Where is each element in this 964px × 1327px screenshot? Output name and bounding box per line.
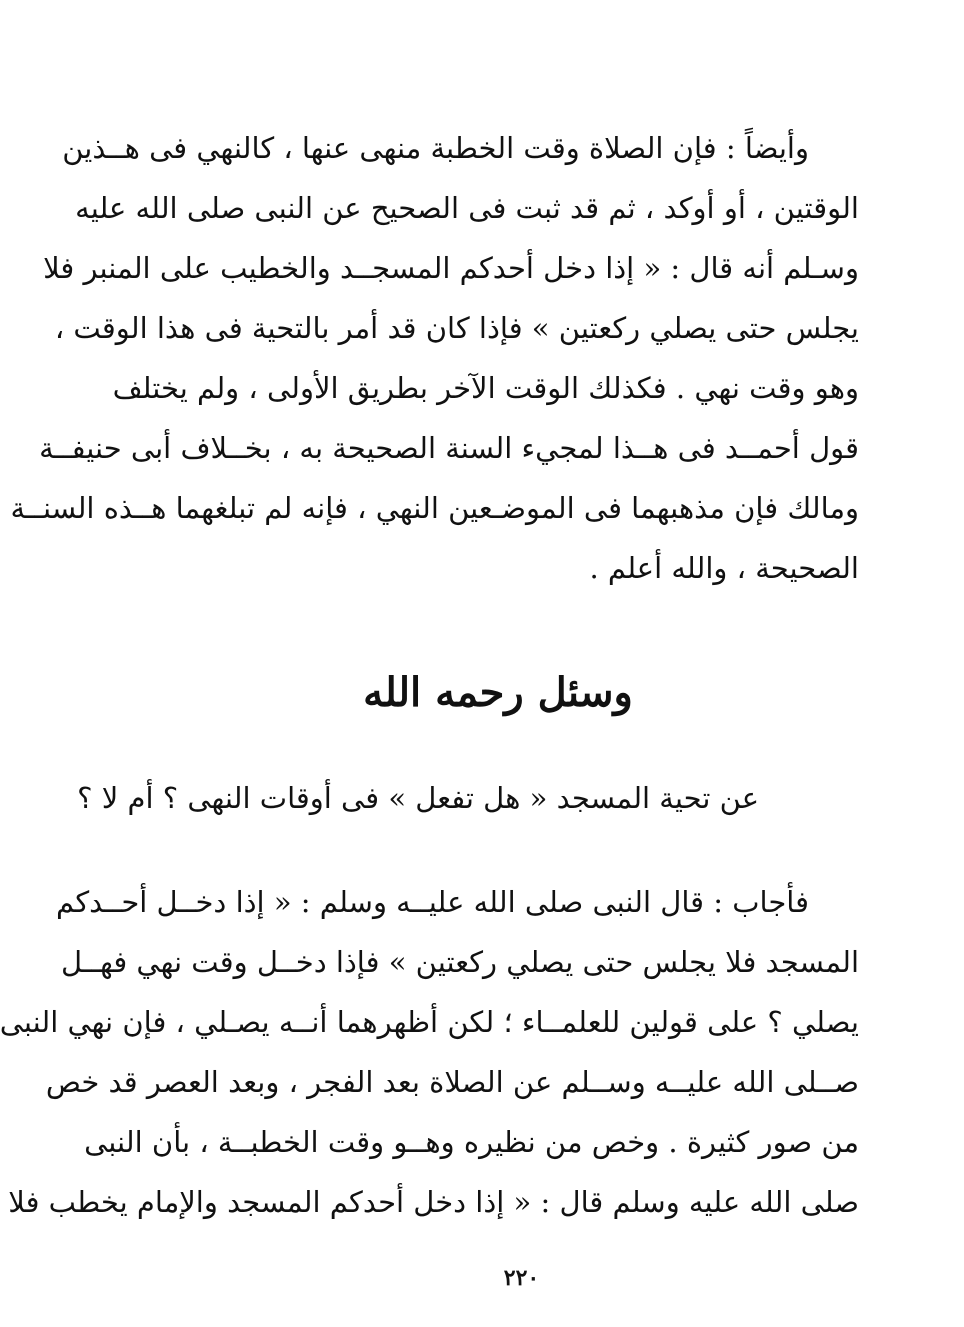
section-heading: وسئل رحمه الله — [363, 669, 633, 716]
text-line: الصحيحة ، والله أعلم . — [589, 551, 859, 585]
text-line: وهو وقت نهي . فكذلك الوقت الآخر بطريق الأولى ، ولم يختلف — [112, 371, 859, 405]
question-line: عن تحية المسجد « هل تفعل » فى أوقات النهى ؟ أم لا ؟ — [77, 781, 759, 815]
text-line: ومالك فإن مذهبهما فى الموضـعين النهي ، فإنه لم تبلغهما هــذه السنــة — [10, 491, 859, 525]
text-line: وأيضاً : فإن الصلاة وقت الخطبة منهى عنها ، كالنهي فى هــذين — [62, 131, 809, 165]
paragraph-2 — [0, 872, 859, 1232]
text-line: قول أحمــد فى هــذا لمجيء السنة الصحيحة به ، بخــلاف أبى حنيفــة — [39, 431, 859, 465]
page-number: ٢٢٠ — [503, 1265, 540, 1291]
text-line: يجلس حتى يصلي ركعتين » فإذا كان قد أمر بالتحية فى هذا الوقت ، — [54, 311, 859, 345]
text-line: يصلي ؟ على قولين للعلمــاء ؛ لكن أظهرهما أنــه يصـلي ، فإن نهي النبى — [0, 1005, 859, 1039]
text-line: صــلى الله عليــه وســلم عن الصلاة بعد الفجر ، وبعد العصر قد خص — [45, 1065, 859, 1099]
text-line: الوقتين ، أو أوكد ، ثم قد ثبت فى الصحيح عن النبى صلى الله عليه — [75, 191, 859, 225]
paragraph-1 — [10, 118, 859, 598]
text-line: من صور كثيرة . وخص من نظيره وهــو وقت الخطبــة ، بأن النبى — [84, 1125, 859, 1159]
text-line: فأجاب : قال النبى صلى الله عليــه وسلم : « إذا دخــل أحــدكم — [56, 885, 809, 919]
text-line: المسجد فلا يجلس حتى يصلي ركعتين » فإذا دخــل وقت نهي فهــل — [61, 945, 859, 979]
text-line: وسـلم أنه قال : « إذا دخل أحدكم المسجــد والخطيب على المنبر فلا — [43, 251, 859, 285]
text-line: صلى الله عليه وسلم قال : « إذا دخل أحدكم المسجد والإمام يخطب فلا — [8, 1185, 859, 1219]
